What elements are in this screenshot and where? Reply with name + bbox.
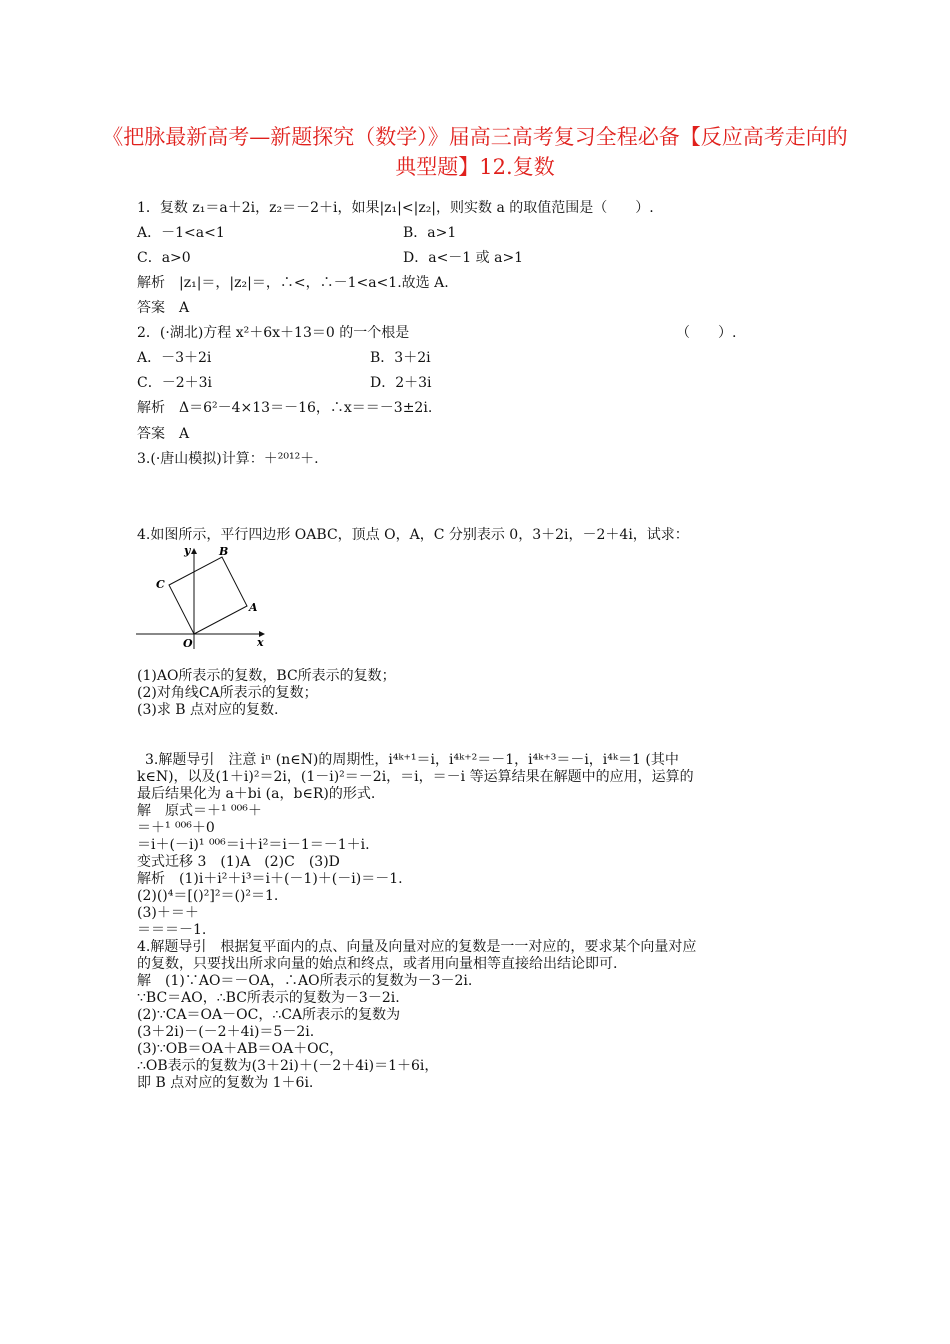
q4-part-1: (1)AO所表示的复数，BC所表示的复数；	[137, 668, 396, 684]
q1-option-b: B．a>1	[403, 225, 457, 241]
sol3-line-2: k∈N)，以及(1＋i)²＝2i，(1－i)²＝－2i，＝i，＝－i 等运算结果在解题中的应用，运算的	[137, 769, 694, 785]
label-c: C	[156, 578, 165, 591]
q2-answer: 答案 A	[137, 426, 190, 442]
q2-option-b: B．3＋2i	[370, 350, 431, 366]
sol3-line-9: (2)()⁴＝[()²]²＝()²＝1.	[137, 888, 279, 904]
sol3-line-5: ＝＋¹ ⁰⁰⁶＋0	[137, 820, 215, 836]
sol3-line-1: 3.解题导引 注意 iⁿ (n∈N)的周期性，i⁴ᵏ⁺¹＝i，i⁴ᵏ⁺²＝－1，i⁴ᵏ⁺³＝－i，i⁴ᵏ＝1 (其中	[145, 752, 679, 768]
q2-analysis: 解析 Δ＝6²－4×13＝－16，∴x＝＝－3±2i.	[137, 400, 433, 416]
label-o: O	[183, 637, 193, 650]
sol3-line-4: 解 原式＝＋¹ ⁰⁰⁶＋	[137, 803, 262, 819]
q1-stem: 1．复数 z₁＝a＋2i，z₂＝－2＋i，如果|z₁|<|z₂|，则实数 a 的取值范围是（ ）.	[137, 200, 654, 216]
q1-analysis: 解析 |z₁|＝，|z₂|＝，∴<，∴－1<a<1.故选 A.	[137, 275, 449, 291]
q2-paren: （ ）.	[676, 325, 737, 341]
sol4-line-8: ∴OB表示的复数为(3＋2i)＋(－2＋4i)＝1＋6i，	[137, 1058, 439, 1074]
q2-option-d: D．2＋3i	[370, 375, 432, 391]
q1-answer: 答案 A	[137, 300, 190, 316]
q4-stem: 4.如图所示，平行四边形 OABC，顶点 O，A，C 分别表示 0，3＋2i，－2＋4i，试求：	[137, 527, 689, 543]
q1-option-d: D．a<－1 或 a>1	[403, 250, 524, 266]
sol3-line-11: ＝＝＝－1.	[137, 922, 207, 938]
sol4-line-6: (3＋2i)－(－2＋4i)＝5－2i.	[137, 1024, 315, 1040]
q4-part-2: (2)对角线CA所表示的复数；	[137, 685, 318, 701]
q2-option-a: A．－3＋2i	[137, 350, 212, 366]
q2-stem: 2．(·湖北)方程 x²＋6x＋13＝0 的一个根是	[137, 325, 410, 341]
sol3-line-7: 变式迁移 3 (1)A (2)C (3)D	[137, 854, 340, 870]
sol4-line-3: 解 (1)∵AO＝－OA，∴AO所表示的复数为－3－2i.	[137, 973, 473, 989]
q3-stem: 3.(·唐山模拟)计算：＋²⁰¹²＋.	[137, 451, 319, 467]
q1-option-c: C．a>0	[137, 250, 191, 266]
label-a: A	[249, 601, 258, 614]
label-b: B	[219, 545, 229, 558]
parallelogram-figure	[136, 545, 268, 650]
q4-part-3: (3)求 B 点对应的复数.	[137, 702, 279, 718]
q1-option-a: A．－1<a<1	[137, 225, 225, 241]
sol4-line-7: (3)∵OB＝OA＋AB＝OA＋OC，	[137, 1041, 344, 1057]
sol4-line-9: 即 B 点对应的复数为 1＋6i.	[137, 1075, 314, 1091]
q2-option-c: C．－2＋3i	[137, 375, 213, 391]
sol3-line-6: ＝i＋(－i)¹ ⁰⁰⁶＝i＋i²＝i－1＝－1＋i.	[137, 837, 370, 853]
sol4-line-1: 4.解题导引 根据复平面内的点、向量及向量对应的复数是一一对应的，要求某个向量对应	[137, 939, 697, 955]
sol4-line-4: ∵BC＝AO，∴BC所表示的复数为－3－2i.	[137, 990, 400, 1006]
sol3-line-10: (3)＋＝＋	[137, 905, 199, 921]
sol4-line-2: 的复数，只要找出所求向量的始点和终点，或者用向量相等直接给出结论即可.	[137, 956, 618, 972]
label-y: y	[184, 545, 191, 557]
sol3-line-3: 最后结果化为 a＋bi (a，b∈R)的形式.	[137, 786, 376, 802]
sol4-line-5: (2)∵CA＝OA－OC，∴CA所表示的复数为	[137, 1007, 401, 1023]
label-x: x	[257, 636, 264, 649]
sol3-line-8: 解析 (1)i＋i²＋i³＝i＋(－1)＋(－i)＝－1.	[137, 871, 403, 887]
parallelogram-oabc	[169, 557, 247, 634]
page-title: 《把脉最新高考—新题探究（数学）》届高三高考复习全程必备【反应高考走向的典型题】12.复数	[102, 125, 848, 179]
